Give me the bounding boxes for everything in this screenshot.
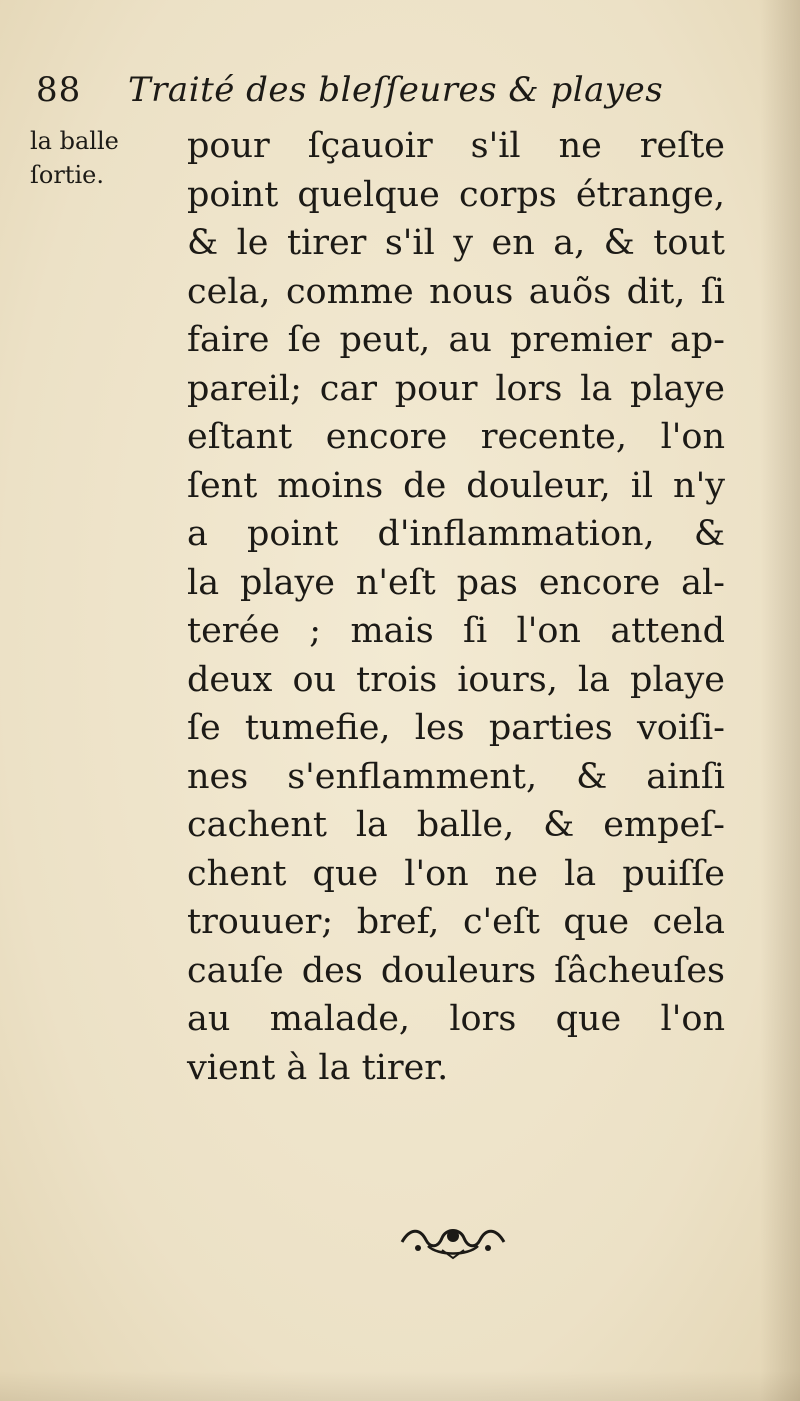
text-line: ſent moins de douleur, il n'y	[187, 465, 725, 506]
text-line: la playe n'eſt pas encore al-	[187, 562, 725, 603]
text-line: faire ſe peut, au premier ap-	[187, 320, 725, 360]
printer-ornament-icon	[398, 1220, 508, 1260]
page-shadow-bottom	[0, 1371, 800, 1401]
page-number: 88	[36, 70, 82, 110]
text-line: deux ou trois iours, la playe	[187, 659, 725, 700]
text-line: pareil; car pour lors la playe	[187, 368, 725, 409]
text-line: a point d'inflammation, &	[187, 514, 725, 554]
text-line: vient à la tirer.	[187, 1047, 449, 1088]
text-line: chent que l'on ne la puiſſe	[187, 853, 725, 894]
text-line: pour ſçauoir s'il ne reſte	[187, 126, 725, 166]
body-text	[187, 122, 725, 1092]
text-line: au malade, lors que l'on	[187, 999, 725, 1039]
margin-note	[30, 124, 160, 192]
text-line: terée ; mais ſi l'on attend	[187, 611, 725, 651]
margin-note-line: ſortie.	[30, 161, 104, 189]
text-line: & le tirer s'il y en a, & tout	[187, 223, 725, 263]
text-line: cachent la balle, & empeſ-	[187, 805, 725, 845]
running-title: Traité des bleſſeures & playes	[128, 70, 664, 110]
margin-note-line: la balle	[30, 127, 119, 155]
text-line: trouuer; bref, c'eſt que cela	[187, 902, 725, 942]
text-line: nes s'enflamment, & ainſi	[187, 756, 725, 797]
text-line: ſe tumefie, les parties voiſi-	[187, 708, 725, 748]
text-line: eſtant encore recente, l'on	[187, 417, 725, 457]
text-line: cela, comme nous auõs dit, ſi	[187, 271, 725, 312]
page-shadow-right	[760, 0, 800, 1401]
text-line: cauſe des douleurs ſâcheuſes	[187, 950, 725, 991]
text-line: point quelque corps étrange,	[187, 174, 725, 215]
